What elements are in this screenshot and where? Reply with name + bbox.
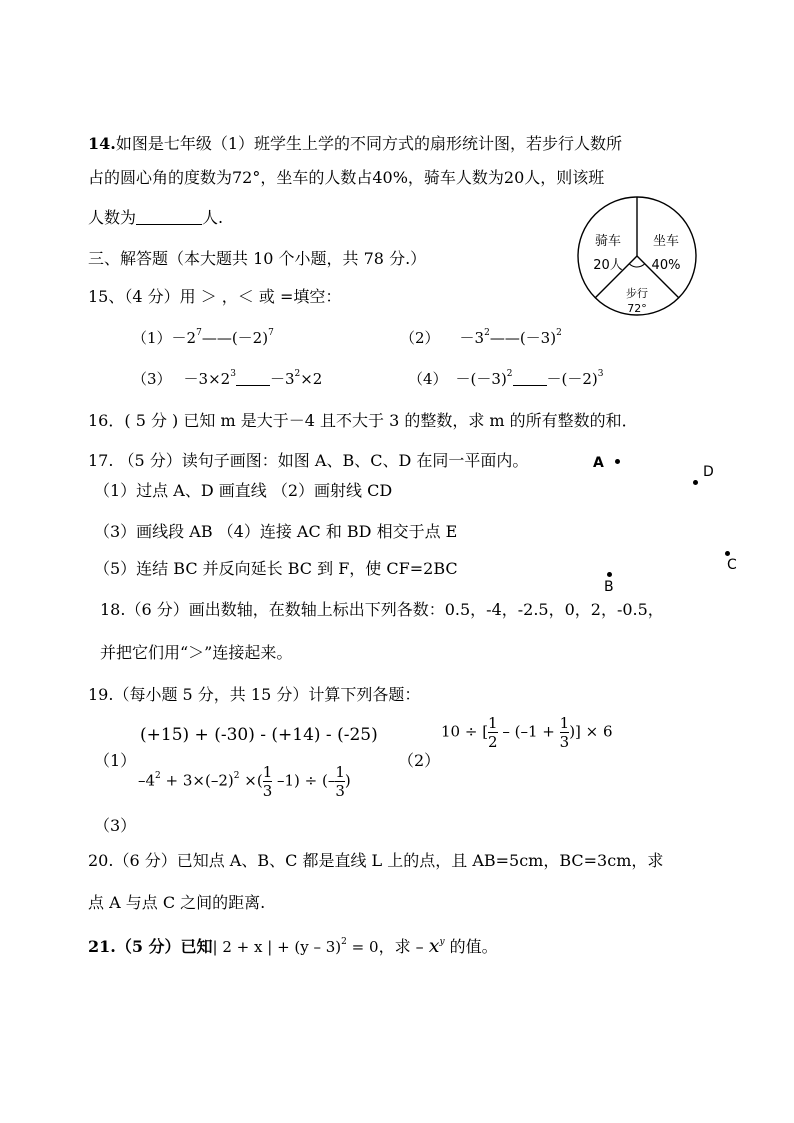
q19-p3-label: （3） (94, 816, 137, 835)
q15-header: 15、（4 分）用 ＞ ，＜ 或 =填空： (88, 287, 342, 306)
q19-p3-f2-n: 1 (335, 763, 345, 781)
point-c (725, 551, 730, 556)
q15-p4-a: －(－3) (455, 370, 507, 388)
q15-p2-a-exp: 2 (484, 328, 490, 338)
q14-text-1: 如图是七年级（1）班学生上学的不同方式的扇形统计图，若步行人数所 (115, 134, 623, 153)
q21-expr-a: | 2 + x | + (y – 3) (212, 938, 342, 956)
q21-suffix: 的值。 (444, 937, 498, 956)
q19-p2-b: – (–1 + (497, 722, 560, 741)
q15-p4-b-exp: 3 (597, 369, 604, 379)
q17-line3: （5）连结 BC 并反向延长 BC 到 F，使 CF=2BC (94, 559, 458, 578)
q20-line1: 20.（6 分）已知点 A、B、C 都是直线 L 上的点，且 AB=5cm，BC=3cm，求 (88, 851, 664, 870)
q17-line2: （3）画线段 AB （4）连接 AC 和 BD 相交于点 E (94, 522, 458, 541)
q19-p2-frac1 (488, 714, 498, 751)
q15-p1-b-exp: 7 (268, 328, 274, 338)
q19-p3-b-exp: 2 (233, 770, 240, 781)
q19-p2-f1-d: 2 (488, 733, 498, 751)
q19-p2-f1-n: 1 (488, 714, 498, 732)
q15-p2-a: －3 (459, 329, 485, 347)
q15-p3-b: －3 (269, 370, 295, 388)
q19-p3-b: + 3×(–2) (160, 771, 234, 790)
q15-p3-a: －3×2 (183, 370, 231, 388)
q14-line1 (88, 136, 622, 152)
q15-p1-b: (－2) (231, 329, 269, 347)
q19-p3-e: ) (344, 771, 351, 790)
q14-answer-blank[interactable] (136, 208, 202, 225)
pie-label-bike: 骑车 (594, 234, 622, 249)
q15-p4-blank[interactable] (513, 369, 547, 386)
q15-p4-b: －(－2) (546, 370, 598, 388)
q19-p1-expr: (+15) + (-30) - (+14) - (-25) (140, 725, 378, 745)
q18-line1: 18.（6 分）画出数轴，在数轴上标出下列各数：0.5，-4，-2.5，0，2，-0.5， (100, 600, 664, 619)
q15-p3-label: （3） (132, 370, 172, 388)
q15-part3 (132, 369, 322, 387)
section3-title: 三、解答题（本大题共 10 个小题，共 78 分.） (88, 249, 427, 268)
q15-p1-sep[interactable]: —— (201, 329, 232, 347)
q15-p2-b-exp: 2 (556, 328, 562, 338)
q17-line1: （1）过点 A、D 画直线 （2）画射线 CD (94, 481, 393, 500)
q14-line3-suffix: 人. (202, 208, 224, 227)
q21-expr-a-exp: 2 (341, 937, 347, 947)
q15-part4 (408, 369, 604, 387)
q19-header: 19.（每小题 5 分，共 15 分）计算下列各题： (88, 685, 421, 704)
q21-line (88, 937, 498, 956)
q21-var-x: x (428, 935, 440, 957)
pie-value-bike: 20人 (593, 258, 623, 273)
point-a (615, 459, 620, 464)
point-c-label: C (727, 557, 737, 573)
point-d-label: D (703, 464, 714, 480)
q21-prefix: 21.（5 分）已知 (88, 937, 213, 956)
q19-p3-d: –1) ÷ (– (272, 771, 336, 790)
q19-p3-frac2 (335, 763, 345, 800)
q19-p1-label: （1） (94, 751, 137, 770)
q19-p3-expr (138, 763, 351, 800)
q15-p3-b-tail: ×2 (300, 370, 323, 388)
q15-p1-a-exp: 7 (196, 328, 202, 338)
q19-p3-c: ×( (239, 771, 263, 790)
q14-line3-prefix: 人数为 (88, 208, 137, 227)
q19-p3-a-exp: 2 (155, 770, 161, 781)
pie-value-car: 40% (651, 258, 681, 273)
q21-expr-b: = 0 (346, 938, 379, 956)
q15-p2-b: (－3) (519, 329, 557, 347)
pie-label-car: 坐车 (652, 234, 680, 249)
q21-var-y: y (439, 937, 445, 947)
q15-p4-a-exp: 2 (506, 369, 513, 379)
q19-p2-label: （2） (398, 751, 441, 770)
q15-p1-label: （1） (132, 329, 172, 347)
pie-chart (575, 190, 699, 324)
q14-line3 (88, 208, 223, 226)
q19-p2-a: 10 ÷ [ (441, 722, 489, 741)
q18-line2: 并把它们用“＞”连接起来。 (100, 643, 293, 662)
q15-p1-a: －2 (171, 329, 197, 347)
q16-text: 16．( 5 分 ) 已知 m 是大于－4 且不大于 3 的整数，求 m 的所有整数的和． (88, 411, 638, 430)
q15-p3-blank[interactable] (236, 369, 270, 386)
pie-label-walk: 步行 (626, 287, 648, 300)
q21-middle: ，求 – (378, 937, 429, 956)
q15-p3-b-exp: 2 (294, 369, 301, 379)
q19-p2-f2-n: 1 (559, 714, 570, 732)
q15-p2-sep[interactable]: —— (489, 329, 520, 347)
q19-p3-frac1 (263, 763, 273, 800)
q21-expr (213, 938, 379, 956)
q19-p3-f1-d: 3 (262, 782, 273, 800)
point-d (693, 480, 698, 485)
q19-p2-f2-d: 3 (559, 733, 570, 751)
q15-p2-label: （2） (400, 329, 440, 347)
point-b (607, 572, 612, 577)
q15-p4-label: （4） (408, 370, 448, 388)
point-b-label: B (604, 579, 614, 595)
q14-line2: 占的圆心角的度数为72°，坐车的人数占40%，骑车人数为20人，则该班 (88, 168, 605, 187)
q14-number: 14. (88, 134, 116, 153)
q15-part2 (400, 328, 562, 347)
q19-p3-a: –4 (138, 771, 156, 790)
point-a-label: A (593, 455, 604, 471)
q19-p3-f2-d: 3 (335, 782, 345, 800)
q19-p2-c: )] × 6 (569, 722, 613, 741)
pie-value-walk: 72° (627, 302, 647, 315)
q19-p3-f1-n: 1 (262, 763, 273, 781)
q15-part1 (132, 328, 274, 347)
q20-line2: 点 A 与点 C 之间的距离. (88, 893, 266, 912)
q17-header: 17. （5 分）读句子画图：如图 A、B、C、D 在同一平面内。 (88, 451, 529, 470)
q19-p2-expr (441, 714, 613, 751)
q15-p3-a-exp: 3 (230, 369, 236, 379)
q19-p2-frac2 (560, 714, 570, 751)
